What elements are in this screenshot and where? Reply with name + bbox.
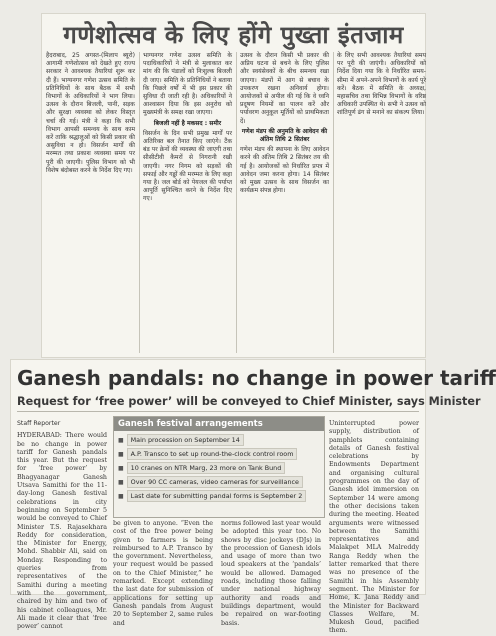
box-item: ■ A.P. Transco to set up round-the-clock control room — [118, 447, 320, 461]
english-headline: Ganesh pandals: no change in power tariff — [17, 366, 496, 390]
box-list — [114, 431, 324, 505]
box-item: ■ Main procession on September 14 — [118, 433, 320, 447]
english-col4-text: Uninterrupted power supply, distribution of pamphlets containing details of Ganesh festival celebrations by Endowments Department and organising cultural programmes on the day of Ganesh idol immersion on September 14 were among the other decisions taken during the meeting. Heated arguments were witnessed between the Samithi representatives and Malakpet MLA Malreddy Ranga Reddy when the latter remarked that there was no presence of the Samithi in his Assembly segment. The Minister for Home, K. Jana Reddy and the Minister for Backward Classes Welfare, M. Mukesh Goud, pacified them. — [329, 420, 419, 635]
hindi-col3-subhead: गणेश मंडप की अनुमति के आवेदन की अंतिम तिथि 2 सितंबर — [241, 127, 328, 144]
festival-arrangements-box — [113, 416, 325, 518]
hindi-column-1 — [46, 52, 135, 353]
english-news-clipping — [11, 360, 496, 635]
headline-divider — [17, 411, 419, 412]
box-item: ■ 10 cranes on NTR Marg, 23 more on Tank Bund — [118, 461, 320, 475]
english-column-4 — [329, 420, 419, 635]
english-col2-text: be given to anyone. “Even the cost of the free power being given to farmers is being reimbursed to A.P. Transco by the government. Nevertheless, your request would be passed on to the Chief Minister,” he remarked. Except extending the last date for submission of applications for setting up Ganesh pandals from August 20 to September 2, same rules and — [113, 520, 213, 627]
english-col3-text: norms followed last year would be adopted this year too. No shows by disc jockeys (DJs) in the procession of Ganesh idols and usage of more than two loud speakers at the ‘pandals’ would be allowed. Damaged roads, including those falling under national highway authority and roads and buildings department, would be repaired on war-footing basis. — [221, 520, 322, 627]
hindi-col3-text: उत्सव के दौरान किसी भी प्रकार की अप्रिय घटना से बचने के लिए पुलिस और स्वयंसेवकों के बीच समन्वय रखा जाएगा। मंडपों में आग से बचाव के उपकरण रखना अनिवार्य होगा। आयोजकों से अपील की गई कि वे ध्वनि प्रदूषण नियमों का पालन करें और पर्यावरण अनुकूल मूर्तियों को प्राथमिकता दें। — [240, 52, 329, 125]
english-col1-text: HYDERABAD: There would be no change in power tariff for Ganesh pandals this year. But the request for ‘free power’ by Bhagyanagar Ganesh Utsava Samithi for the 11-day-long Ganesh festival celebrations in city beginning on September 5 would be conveyed to Chief Minister T.S. Rajasekhara Reddy for consideration, the Minister for Energy, Mohd. Shabbir Ali, said on Monday. Responding to queries from representatives of the Samithi during a meeting with the government, chaired by him and two of his cabinet colleagues, Mr. Ali made it clear that ‘free power’ cannot — [17, 432, 107, 631]
column-divider — [333, 52, 334, 353]
hindi-news-clipping — [42, 14, 425, 357]
hindi-col1-text: हैदराबाद, 25 अगस्त-(मिलाप ब्यूरो) आगामी गणेशोत्सव को देखते हुए राज्य सरकार ने आवश्यक तैयारियां शुरू कर दी हैं। भाग्यनगर गणेश उत्सव समिति के प्रतिनिधियों के साथ बैठक में सभी विभागों के अधिकारियों ने भाग लिया। उत्सव के दौरान बिजली, पानी, सड़क और सुरक्षा व्यवस्था को लेकर विस्तृत चर्चा की गई। मंत्री ने कहा कि सभी विभाग आपसी समन्वय के साथ काम करें ताकि श्रद्धालुओं को किसी प्रकार की असुविधा न हो। विसर्जन मार्गों की मरम्मत तथा प्रकाश व्यवस्था समय पर पूरी की जाएगी। पुलिस विभाग को भी विशेष बंदोबस्त करने के निर्देश दिए गए। — [46, 52, 135, 174]
hindi-col4-text: के लिए सभी आवश्यक तैयारियां समय पर पूरी की जाएंगी। अधिकारियों को निर्देश दिया गया कि वे निर्धारित समय-सीमा में अपने-अपने विभागों के कार्य पूरे करें। बैठक में समिति के अध्यक्ष, महासचिव तथा विभिन्न विभागों के वरिष्ठ अधिकारी उपस्थित थे। सभी ने उत्सव को शांतिपूर्ण ढंग से मनाने का संकल्प लिया। — [337, 52, 426, 117]
box-item: ■ Over 90 CC cameras, video cameras for surveillance — [118, 475, 320, 489]
hindi-article-body — [46, 52, 426, 353]
bullet-icon: ■ — [118, 492, 124, 500]
english-column-2 — [113, 520, 213, 627]
hindi-col2-text-b: विसर्जन के दिन सभी प्रमुख मार्गों पर अतिरिक्त बल तैनात किए जाएंगे। टैंक बंड पर क्रेनों की व्यवस्था की जाएगी तथा सीसीटीवी कैमरों से निगरानी रखी जाएगी। नगर निगम को सड़कों की सफाई और गड्ढों की मरम्मत के लिए कहा गया है। जल बोर्ड को पेयजल की पर्याप्त आपूर्ति सुनिश्चित करने के निर्देश दिए गए। — [143, 129, 232, 203]
hindi-col2-subhead: बिजली नहीं है मकसद : समीर — [153, 119, 222, 127]
bullet-icon: ■ — [118, 436, 124, 444]
bullet-icon: ■ — [118, 464, 124, 472]
box-item: ■ Last date for submitting pandal forms is September 2 — [118, 489, 320, 503]
english-column-1 — [17, 420, 107, 631]
column-divider — [236, 52, 237, 353]
hindi-col2-text: भाग्यनगर गणेश उत्सव समिति के पदाधिकारियों ने मंत्री से मुलाकात कर मांग की कि पंडालों को निःशुल्क बिजली दी जाए। समिति के प्रतिनिधियों ने बताया कि पिछले वर्षों में भी इस प्रकार की सुविधा दी जाती रही है। अधिकारियों ने आश्वासन दिया कि इस अनुरोध को मुख्यमंत्री के समक्ष रखा जाएगा। — [143, 52, 232, 117]
box-title: Ganesh festival arrangements — [114, 417, 324, 431]
bullet-icon: ■ — [118, 478, 124, 486]
bullet-icon: ■ — [118, 450, 124, 458]
hindi-column-2 — [143, 52, 232, 353]
english-column-3 — [221, 520, 322, 627]
hindi-headline: गणेशोत्सव के लिए होंगे पुख्ता इंतजाम — [63, 21, 404, 49]
english-subheadline: Request for ‘free power’ will be conveyed to Chief Minister, says Minister — [17, 395, 481, 408]
hindi-column-3 — [240, 52, 329, 353]
column-divider — [139, 52, 140, 353]
hindi-column-4 — [337, 52, 426, 353]
byline: Staff Reporter — [17, 420, 61, 427]
hindi-col3-text-b: गणेश मंडप की स्थापना के लिए आवेदन करने की अंतिम तिथि 2 सितंबर तय की गई है। आयोजकों को निर्धारित प्रपत्र में आवेदन जमा करना होगा। 14 सितंबर को मुख्य उत्सव के साथ विसर्जन का कार्यक्रम संपन्न होगा। — [240, 146, 329, 195]
